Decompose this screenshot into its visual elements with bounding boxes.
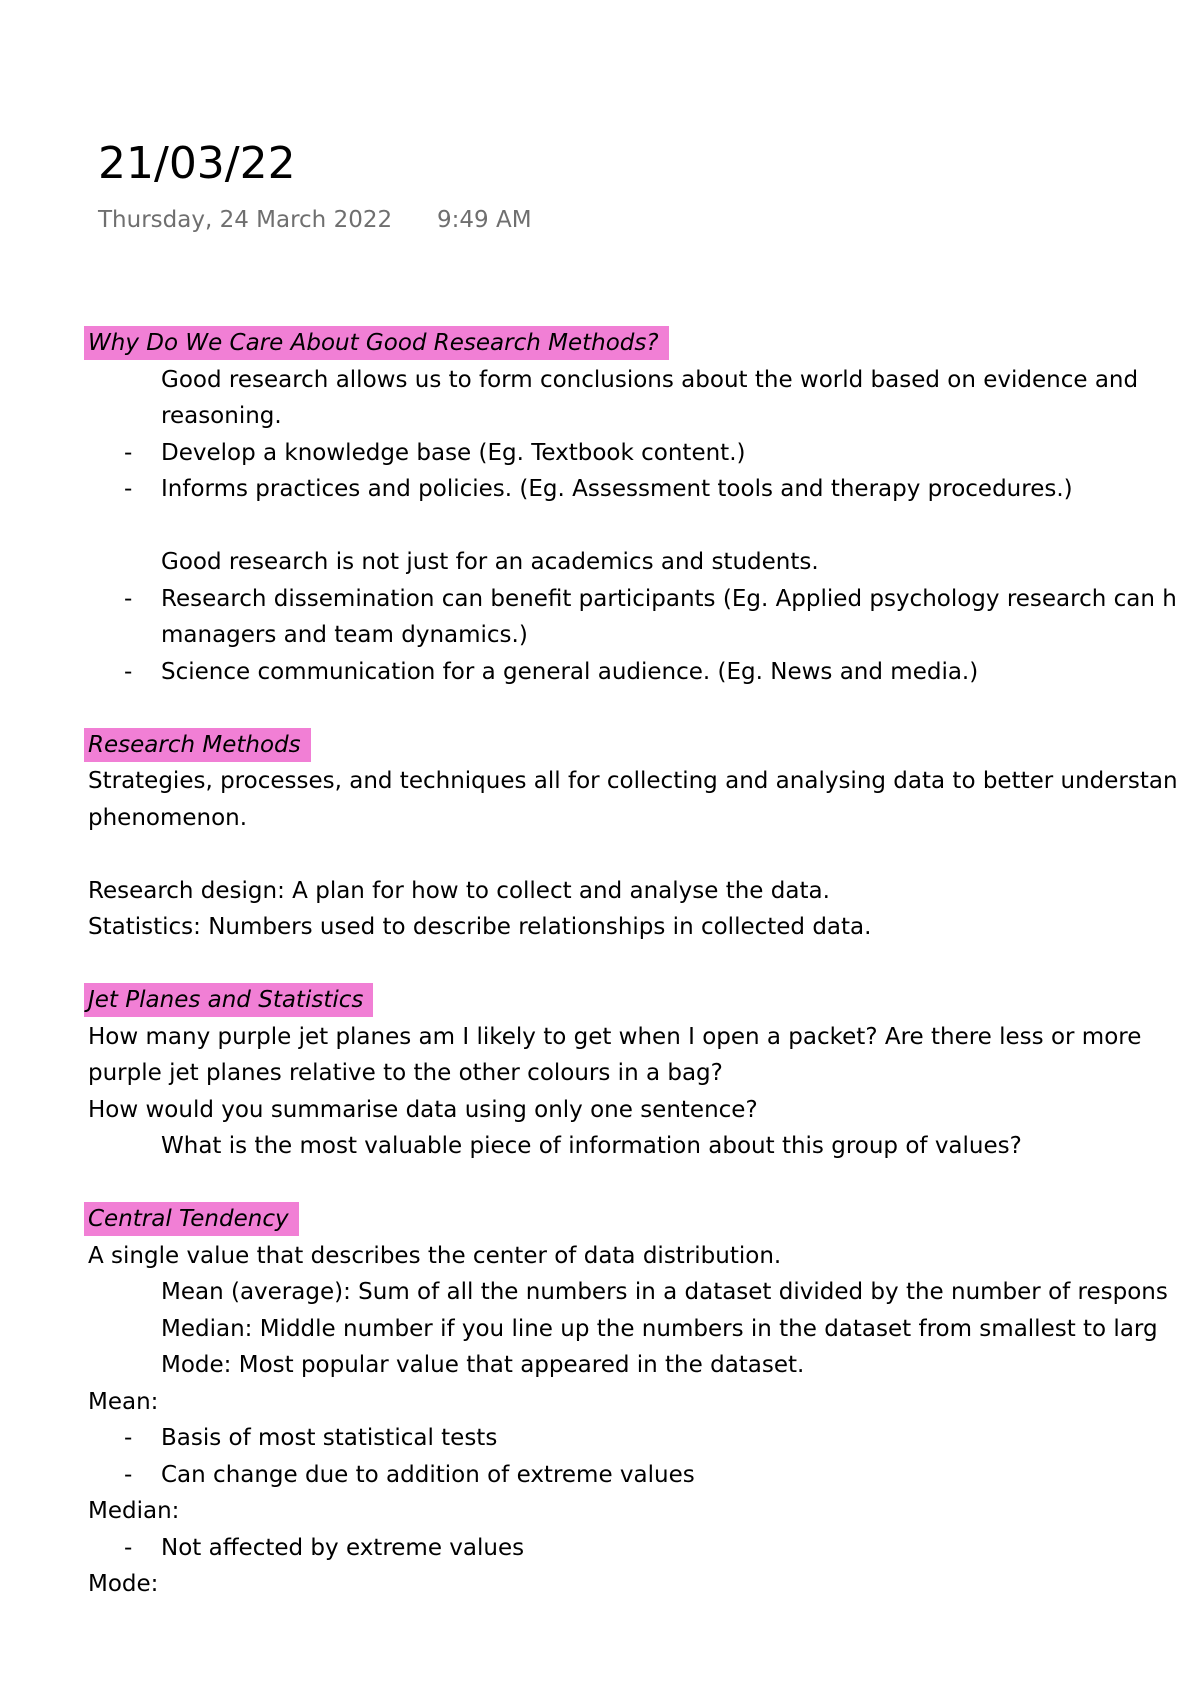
section-heading: Jet Planes and Statistics [84, 983, 373, 1017]
section-heading: Research Methods [84, 728, 311, 762]
page-date: Thursday, 24 March 2022 [98, 207, 393, 233]
bullet-text: Basis of most statistical tests [161, 1425, 498, 1451]
paragraph-line: Good research allows us to form conclusions about the world based on evidence and [161, 366, 1139, 393]
paragraph-line: Statistics: Numbers used to describe relationships in collected data. [88, 914, 872, 940]
section-heading-row [88, 325, 1200, 362]
bullet-item [88, 435, 1200, 472]
bullet-dash: - [124, 476, 133, 502]
blank-line [88, 508, 1200, 545]
page-time: 9:49 AM [437, 207, 532, 233]
paragraph-line: Mode: Most popular value that appeared in the dataset. [161, 1352, 805, 1378]
paragraph-line: A single value that describes the center of data distribution. [88, 1242, 782, 1269]
bullet-dash: - [124, 585, 133, 612]
paragraph-line: How many purple jet planes am I likely to get when I open a packet? Are there less or more [88, 1023, 1142, 1050]
blank-line [88, 836, 1200, 873]
subheading-line: Mean: [88, 1388, 159, 1415]
bullet-text: Develop a knowledge base (Eg. Textbook content.) [161, 439, 746, 466]
paragraph-line: phenomenon. [88, 804, 248, 831]
section-heading: Central Tendency [84, 1202, 299, 1236]
blank-line [88, 1165, 1200, 1202]
bullet-continuation: managers and team dynamics.) [161, 622, 528, 648]
subheading-line: Median: [88, 1498, 180, 1524]
bullet-dash: - [124, 1461, 133, 1488]
bullet-item [88, 1420, 1200, 1457]
page-title: 21/03/22 [98, 138, 296, 189]
paragraph-line: Strategies, processes, and techniques all for collecting and analysing data to better understan [88, 768, 1178, 794]
paragraph-line: How would you summarise data using only one sentence? [88, 1096, 758, 1123]
bullet-item [88, 1530, 1200, 1567]
bullet-item [88, 471, 1200, 508]
paragraph-line: Research design: A plan for how to collect and analyse the data. [88, 877, 830, 904]
bullet-dash: - [124, 658, 133, 685]
bullet-item [88, 1457, 1200, 1494]
section-heading-row [88, 727, 1200, 764]
section-heading-row [88, 1201, 1200, 1238]
paragraph-line: What is the most valuable piece of information about this group of values? [161, 1133, 1022, 1159]
subheading-line: Mode: [88, 1571, 159, 1597]
bullet-text: Informs practices and policies. (Eg. Assessment tools and therapy procedures.) [161, 476, 1073, 502]
bullet-dash: - [124, 1425, 133, 1451]
blank-line [88, 946, 1200, 983]
bullet-dash: - [124, 439, 133, 466]
section-heading: Why Do We Care About Good Research Methods? [84, 326, 669, 360]
section-heading-row [88, 982, 1200, 1019]
bullet-text: Science communication for a general audience. (Eg. News and media.) [161, 658, 979, 685]
paragraph-line: reasoning. [161, 403, 282, 429]
bullet-text: Not affected by extreme values [161, 1534, 525, 1561]
bullet-item [88, 654, 1200, 691]
bullet-item [88, 581, 1200, 618]
note-content [88, 325, 1200, 1603]
paragraph-line: Median: Middle number if you line up the numbers in the dataset from smallest to larg [161, 1315, 1158, 1342]
paragraph-line: Mean (average): Sum of all the numbers in a dataset divided by the number of respons [161, 1279, 1168, 1305]
paragraph-line: Good research is not just for an academics and students. [161, 549, 819, 575]
blank-line [88, 690, 1200, 727]
paragraph-line: purple jet planes relative to the other colours in a bag? [88, 1060, 723, 1086]
bullet-text: Can change due to addition of extreme values [161, 1461, 695, 1488]
bullet-text: Research dissemination can benefit participants (Eg. Applied psychology research can h [161, 585, 1177, 612]
bullet-dash: - [124, 1534, 133, 1561]
